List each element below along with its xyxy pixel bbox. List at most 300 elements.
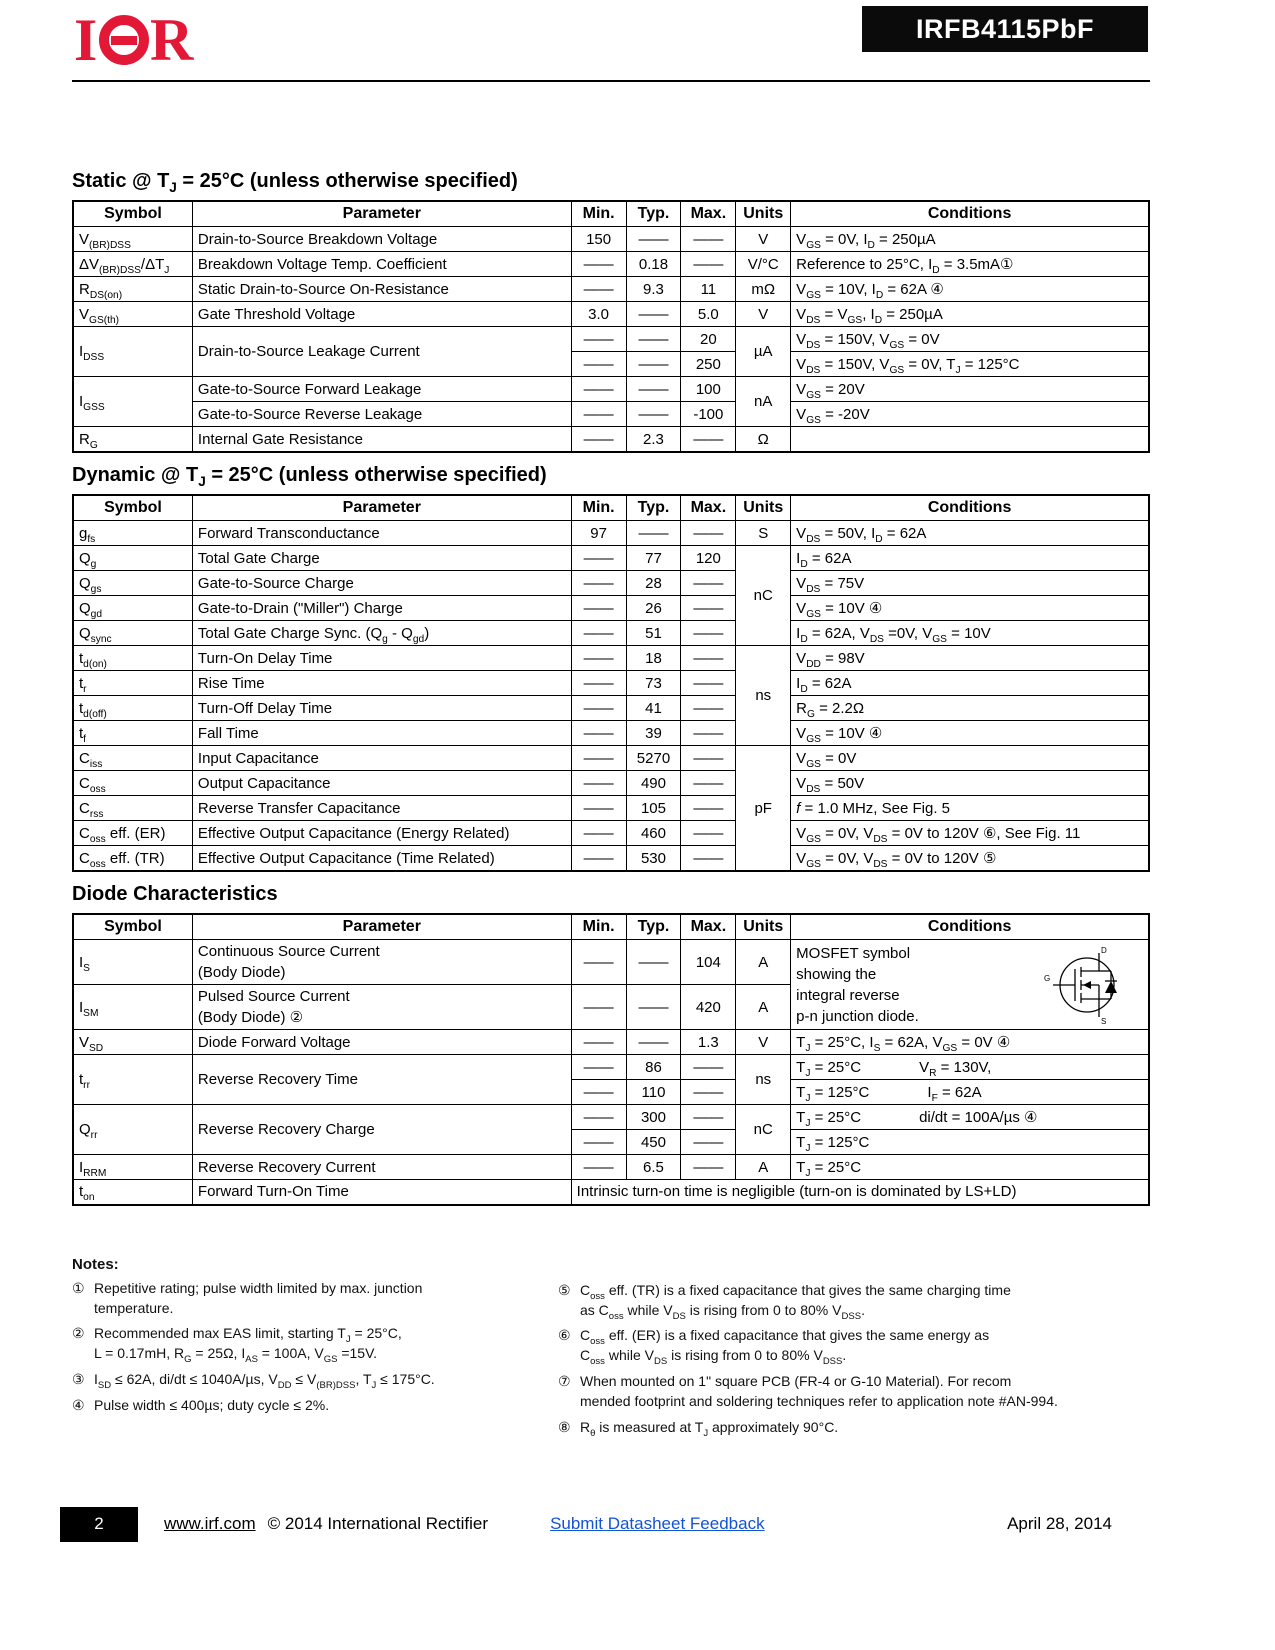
cell: 120	[681, 546, 736, 571]
cell: $Q_{rr}$	[73, 1105, 192, 1155]
note-text: $R_\theta$ is measured at $T_J$ approximately 90°C.	[580, 1418, 839, 1439]
table-row	[73, 646, 1149, 671]
diode-table	[72, 913, 1150, 1206]
column-header: Max.	[681, 495, 736, 521]
column-header: Max.	[681, 201, 736, 227]
cell: ——	[681, 1080, 736, 1105]
cell: 530	[626, 846, 681, 871]
table-row	[73, 821, 1149, 846]
cell: ——	[571, 721, 626, 746]
cell: $V_{GS} = -20V$	[791, 402, 1149, 427]
column-header: Symbol	[73, 914, 192, 940]
table-row	[73, 571, 1149, 596]
cell: $V_{GS} = 0V$	[791, 746, 1149, 771]
cell: ——	[571, 327, 626, 352]
cell: Forward Transconductance	[192, 521, 571, 546]
cell: S	[736, 521, 791, 546]
note-text: Recommended max EAS limit, starting $T_J = 25^\circ C$, L = 0.17mH, $R_G = 25\Omega$, $I_{AS} = 100A$, $V_{GS} =15V$.	[94, 1325, 402, 1366]
cell: ——	[571, 646, 626, 671]
cell: $I_{DSS}$	[73, 327, 192, 377]
column-header: Conditions	[791, 914, 1149, 940]
cell: ——	[681, 427, 736, 452]
cell: $V_{GS} = 0V$, $V_{DS} = 0V$ to 120V ⑤	[791, 846, 1149, 871]
cell: ——	[626, 327, 681, 352]
feedback-link[interactable]: Submit Datasheet Feedback	[550, 1514, 765, 1533]
cell: mΩ	[736, 277, 791, 302]
cell: Drain-to-Source Breakdown Voltage	[192, 227, 571, 252]
cell: MOSFET symbol showing the integral reverse p-n junction diode. D G S	[791, 940, 1149, 1030]
note-text: $I_{SD} \le 62A$, di/dt ≤ 1040A/µs, $V_{DD} \le V_{(BR)DSS}$, $T_J \le 175^\circ C$.	[94, 1371, 435, 1391]
cell: ——	[571, 402, 626, 427]
cell: Reverse Recovery Current	[192, 1155, 571, 1180]
cell: 28	[626, 571, 681, 596]
cell: ——	[571, 1030, 626, 1055]
cell: 104	[681, 940, 736, 985]
cell: ——	[681, 521, 736, 546]
cell: 420	[681, 985, 736, 1030]
cell: ——	[681, 596, 736, 621]
column-header: Parameter	[192, 495, 571, 521]
table-row	[73, 746, 1149, 771]
cell: 5270	[626, 746, 681, 771]
note-item	[558, 1281, 1150, 1321]
cell: Pulsed Source Current (Body Diode) ②	[192, 985, 571, 1030]
cell: $T_J = 125^\circ C$	[791, 1130, 1149, 1155]
note-text: Repetitive rating; pulse width limited by max. junction temperature.	[94, 1279, 423, 1316]
cell: ——	[626, 352, 681, 377]
cell: ns	[736, 1055, 791, 1105]
cell: $t_f$	[73, 721, 192, 746]
cell: ——	[681, 796, 736, 821]
table-row	[73, 327, 1149, 352]
svg-text:R: R	[150, 10, 194, 72]
column-header: Symbol	[73, 201, 192, 227]
cell: 450	[626, 1130, 681, 1155]
cell: $V_{GS(th)}$	[73, 302, 192, 327]
dynamic-section-title: Dynamic @ $T_J = 25^\circ C$ (unless otherwise specified)	[72, 463, 547, 489]
cell: ——	[626, 985, 681, 1030]
cell: $\Delta V_{(BR)DSS}/\Delta T_J$	[73, 252, 192, 277]
cell: ——	[571, 352, 626, 377]
note-mark: ④	[72, 1397, 85, 1414]
cell: ——	[681, 671, 736, 696]
cell: $C_{oss}$	[73, 771, 192, 796]
cell: $V_{DS} = 75V$	[791, 571, 1149, 596]
cell: ——	[681, 1105, 736, 1130]
cell: ——	[681, 1055, 736, 1080]
cell: ——	[571, 1130, 626, 1155]
note-text: Pulse width ≤ 400µs; duty cycle ≤ 2%.	[94, 1397, 330, 1414]
static-section-title: Static @ $T_J = 25^\circ C$ (unless otherwise specified)	[72, 170, 518, 195]
cell: $V_{DD} = 98V$	[791, 646, 1149, 671]
cell: nC	[736, 546, 791, 646]
note-mark: ⑥	[558, 1327, 571, 1344]
note-text: When mounted on 1" square PCB (FR-4 or G-10 Material). For recom mended footprint and soldering techniques refer to application note #AN-994.	[580, 1373, 1058, 1410]
cell: 5.0	[681, 302, 736, 327]
svg-text:S: S	[1101, 1016, 1107, 1025]
cell: Effective Output Capacitance (Energy Related)	[192, 821, 571, 846]
cell: $Q_{sync}$	[73, 621, 192, 646]
note-mark: ⑦	[558, 1373, 571, 1390]
cell: ns	[736, 646, 791, 746]
cell: $C_{iss}$	[73, 746, 192, 771]
cell: Gate-to-Source Reverse Leakage	[192, 402, 571, 427]
table-row	[73, 546, 1149, 571]
table-row	[73, 796, 1149, 821]
cell: µA	[736, 327, 791, 377]
cell: ——	[571, 771, 626, 796]
cell: $I_{GSS}$	[73, 377, 192, 427]
table-row	[73, 227, 1149, 252]
cell: 105	[626, 796, 681, 821]
cell: $T_J = 25^\circ C$ $V_R = 130V$,	[791, 1055, 1149, 1080]
note-mark: ③	[72, 1371, 85, 1388]
table-row	[73, 1055, 1149, 1080]
dynamic-table	[72, 494, 1150, 872]
cell: ——	[571, 546, 626, 571]
column-header: Typ.	[626, 495, 681, 521]
note-mark: ①	[72, 1279, 85, 1296]
note-item	[72, 1396, 524, 1416]
note-text: $C_{oss}$ eff. (TR) is a fixed capacitance that gives the same charging time as $C_{oss}$ while $V_{DS}$ is rising from 0 to 80% $V_{DSS}$.	[580, 1281, 1011, 1322]
cell: ——	[681, 621, 736, 646]
cell: $Q_{gd}$	[73, 596, 192, 621]
table-row	[73, 940, 1149, 985]
cell: 2.3	[626, 427, 681, 452]
cell: Continuous Source Current (Body Diode)	[192, 940, 571, 985]
cell: ——	[626, 227, 681, 252]
cell: 6.5	[626, 1155, 681, 1180]
note-item	[558, 1372, 1150, 1412]
cell: ——	[571, 1080, 626, 1105]
cell: $T_J = 25^\circ C$, $I_S = 62A$, $V_{GS} = 0V$ ④	[791, 1030, 1149, 1055]
cell: ——	[681, 1130, 736, 1155]
cell: ——	[626, 377, 681, 402]
cell: 110	[626, 1080, 681, 1105]
cell: 73	[626, 671, 681, 696]
note-item	[72, 1324, 524, 1364]
note-item	[558, 1418, 1150, 1438]
cell: Breakdown Voltage Temp. Coefficient	[192, 252, 571, 277]
table-header-row	[73, 201, 1149, 227]
cell: ——	[571, 1155, 626, 1180]
cell: $R_{DS(on)}$	[73, 277, 192, 302]
table-row	[73, 252, 1149, 277]
cell: Input Capacitance	[192, 746, 571, 771]
cell: A	[736, 985, 791, 1030]
cell: Fall Time	[192, 721, 571, 746]
cell: 300	[626, 1105, 681, 1130]
cell: $I_D = 62A$	[791, 546, 1149, 571]
cell: $V_{GS} = 10V$, $I_D = 62A$ ④	[791, 277, 1149, 302]
table-row	[73, 621, 1149, 646]
page-number-badge	[60, 1507, 138, 1542]
column-header: Conditions	[791, 201, 1149, 227]
cell: V/°C	[736, 252, 791, 277]
table-row	[73, 521, 1149, 546]
cell: ——	[626, 940, 681, 985]
page-footer	[60, 1506, 1152, 1542]
cell: ——	[571, 796, 626, 821]
cell: ——	[571, 846, 626, 871]
column-header: Typ.	[626, 201, 681, 227]
cell: pF	[736, 746, 791, 871]
notes-title: Notes:	[72, 1255, 119, 1273]
cell: A	[736, 1155, 791, 1180]
cell: $I_{RRM}$	[73, 1155, 192, 1180]
cell: ——	[571, 252, 626, 277]
table-row	[73, 596, 1149, 621]
cell: ——	[571, 571, 626, 596]
column-header: Units	[736, 914, 791, 940]
cell: ——	[626, 1030, 681, 1055]
cell: ——	[571, 277, 626, 302]
table-row	[73, 721, 1149, 746]
cell: A	[736, 940, 791, 985]
cell: ——	[681, 571, 736, 596]
table-row	[73, 1155, 1149, 1180]
notes-left-column	[72, 1256, 524, 1444]
cell: ——	[571, 1055, 626, 1080]
note-mark: ⑧	[558, 1418, 571, 1435]
cell: $V_{DS} = 150V$, $V_{GS} = 0V$	[791, 327, 1149, 352]
cell: 150	[571, 227, 626, 252]
cell: $T_J = 25^\circ C$	[791, 1155, 1149, 1180]
cell: ——	[626, 402, 681, 427]
cell: Drain-to-Source Leakage Current	[192, 327, 571, 377]
column-header: Units	[736, 495, 791, 521]
cell: $V_{GS} = 10V$ ④	[791, 721, 1149, 746]
cell: ——	[571, 1105, 626, 1130]
cell: Static Drain-to-Source On-Resistance	[192, 277, 571, 302]
cell: 11	[681, 277, 736, 302]
column-header: Max.	[681, 914, 736, 940]
cell: ——	[571, 671, 626, 696]
cell: V	[736, 1030, 791, 1055]
cell: 490	[626, 771, 681, 796]
table-row	[73, 377, 1149, 402]
column-header: Min.	[571, 495, 626, 521]
cell: Reverse Transfer Capacitance	[192, 796, 571, 821]
cell: nA	[736, 377, 791, 427]
cell: Intrinsic turn-on time is negligible (turn-on is dominated by LS+LD)	[571, 1180, 1149, 1205]
cell: 9.3	[626, 277, 681, 302]
cell: $g_{fs}$	[73, 521, 192, 546]
cell: ——	[571, 621, 626, 646]
cell: ——	[571, 427, 626, 452]
table-row	[73, 1180, 1149, 1205]
cell: $Q_g$	[73, 546, 192, 571]
cell: 86	[626, 1055, 681, 1080]
cell: $Q_{gs}$	[73, 571, 192, 596]
cell: ——	[681, 696, 736, 721]
note-mark: ②	[72, 1325, 85, 1342]
cell: $t_{on}$	[73, 1180, 192, 1205]
table-row	[73, 427, 1149, 452]
cell: ——	[681, 821, 736, 846]
cell: 1.3	[681, 1030, 736, 1055]
svg-text:G: G	[1044, 973, 1051, 983]
cell: $t_{d(on)}$	[73, 646, 192, 671]
cell: 18	[626, 646, 681, 671]
datasheet-page	[72, 0, 1150, 1444]
table-row	[73, 402, 1149, 427]
cell: $I_{SM}$	[73, 985, 192, 1030]
cell: 100	[681, 377, 736, 402]
cell: Total Gate Charge Sync. $(Q_g - Q_{gd})$	[192, 621, 571, 646]
cell: $V_{GS} = 0V$, $V_{DS} = 0V$ to 120V ⑥, See Fig. 11	[791, 821, 1149, 846]
cell: ——	[571, 821, 626, 846]
table-row	[73, 771, 1149, 796]
cell: 26	[626, 596, 681, 621]
cell: $V_{GS} = 20V$	[791, 377, 1149, 402]
cell: $V_{SD}$	[73, 1030, 192, 1055]
notes-section	[72, 1256, 1150, 1444]
cell: $C_{oss}$ eff. (ER)	[73, 821, 192, 846]
table-header-row	[73, 495, 1149, 521]
part-number-badge	[862, 6, 1148, 52]
note-item	[72, 1370, 524, 1390]
cell: ——	[571, 377, 626, 402]
date-text: April 28, 2014	[1007, 1514, 1112, 1533]
svg-text:D: D	[1101, 945, 1107, 955]
cell: 39	[626, 721, 681, 746]
cell: $C_{oss}$ eff. (TR)	[73, 846, 192, 871]
cell: Gate-to-Drain ("Miller") Charge	[192, 596, 571, 621]
cell: $V_{GS} = 10V$ ④	[791, 596, 1149, 621]
cell: $V_{DS} = 50V$	[791, 771, 1149, 796]
cell: 41	[626, 696, 681, 721]
cell: ——	[626, 302, 681, 327]
cell: ——	[626, 521, 681, 546]
cell: Gate-to-Source Charge	[192, 571, 571, 596]
cell: Output Capacitance	[192, 771, 571, 796]
cell: $I_S$	[73, 940, 192, 985]
static-table	[72, 200, 1150, 453]
cell: $V_{DS} = 50V$, $I_D = 62A$	[791, 521, 1149, 546]
cell: $T_J = 125^\circ C$ $I_F = 62A$	[791, 1080, 1149, 1105]
cell: f = 1.0 MHz, See Fig. 5	[791, 796, 1149, 821]
cell: $t_r$	[73, 671, 192, 696]
cell: ——	[571, 596, 626, 621]
cell: $R_G$	[73, 427, 192, 452]
website-link[interactable]: www.irf.com	[164, 1514, 256, 1533]
cell: $I_D = 62A$	[791, 671, 1149, 696]
table-row	[73, 1105, 1149, 1130]
cell: 77	[626, 546, 681, 571]
note-item	[72, 1279, 524, 1319]
cell: Forward Turn-On Time	[192, 1180, 571, 1205]
cell	[791, 427, 1149, 452]
cell: $V_{DS} = V_{GS}$, $I_D = 250\mu A$	[791, 302, 1149, 327]
cell: ——	[681, 846, 736, 871]
cell: Internal Gate Resistance	[192, 427, 571, 452]
cell: Gate-to-Source Forward Leakage	[192, 377, 571, 402]
diode-section-title: Diode Characteristics	[72, 882, 278, 905]
column-header: Min.	[571, 201, 626, 227]
note-text: $C_{oss}$ eff. (ER) is a fixed capacitance that gives the same energy as $C_{oss}$ while $V_{DS}$ is rising from 0 to 80% $V_{DSS}$.	[580, 1327, 990, 1368]
cell: nC	[736, 1105, 791, 1155]
cell: ——	[571, 985, 626, 1030]
cell: V	[736, 227, 791, 252]
cell: Reference to 25°C, $I_D$ = 3.5mA①	[791, 252, 1149, 277]
cell: 0.18	[626, 252, 681, 277]
cell: $V_{GS} = 0V$, $I_D = 250\mu A$	[791, 227, 1149, 252]
cell: $V_{(BR)DSS}$	[73, 227, 192, 252]
page-number: 2	[94, 1514, 104, 1533]
column-header: Parameter	[192, 914, 571, 940]
table-row	[73, 846, 1149, 871]
cell: ——	[681, 227, 736, 252]
table-row	[73, 671, 1149, 696]
svg-text:I: I	[74, 10, 98, 72]
copyright-text: © 2014 International Rectifier	[267, 1514, 489, 1533]
cell: ——	[681, 746, 736, 771]
column-header: Parameter	[192, 201, 571, 227]
cell: 20	[681, 327, 736, 352]
note-item	[558, 1326, 1150, 1366]
cell: ——	[681, 771, 736, 796]
column-header: Symbol	[73, 495, 192, 521]
cell: Total Gate Charge	[192, 546, 571, 571]
ir-logo-icon	[72, 10, 197, 77]
table-row	[73, 696, 1149, 721]
page-header	[72, 0, 1150, 82]
cell: Gate Threshold Voltage	[192, 302, 571, 327]
cell: $V_{DS} = 150V$, $V_{GS} = 0V$, $T_J = 125^\circ C$	[791, 352, 1149, 377]
cell: $t_{d(off)}$	[73, 696, 192, 721]
cell: -100	[681, 402, 736, 427]
cell: $t_{rr}$	[73, 1055, 192, 1105]
cell: Effective Output Capacitance (Time Related)	[192, 846, 571, 871]
cell: Diode Forward Voltage	[192, 1030, 571, 1055]
cell: Turn-Off Delay Time	[192, 696, 571, 721]
column-header: Typ.	[626, 914, 681, 940]
table-header-row	[73, 914, 1149, 940]
cell: Reverse Recovery Charge	[192, 1105, 571, 1155]
cell: ——	[571, 746, 626, 771]
cell: $I_D = 62A$, $V_{DS} =0V$, $V_{GS} = 10V$	[791, 621, 1149, 646]
cell: 250	[681, 352, 736, 377]
table-row	[73, 277, 1149, 302]
part-number: IRFB4115PbF	[915, 13, 1095, 44]
column-header: Units	[736, 201, 791, 227]
cell: ——	[681, 1155, 736, 1180]
cell: 97	[571, 521, 626, 546]
cell: ——	[571, 940, 626, 985]
column-header: Conditions	[791, 495, 1149, 521]
cell: $R_G = 2.2\Omega$	[791, 696, 1149, 721]
table-row	[73, 302, 1149, 327]
cell: $T_J = 25^\circ C$ di/dt = 100A/µs ④	[791, 1105, 1149, 1130]
cell: 51	[626, 621, 681, 646]
cell: Ω	[736, 427, 791, 452]
cell: ——	[571, 696, 626, 721]
cell: ——	[681, 721, 736, 746]
cell: V	[736, 302, 791, 327]
cell: ——	[681, 646, 736, 671]
column-header: Min.	[571, 914, 626, 940]
cell: $C_{rss}$	[73, 796, 192, 821]
cell: Turn-On Delay Time	[192, 646, 571, 671]
cell: ——	[681, 252, 736, 277]
cell: Rise Time	[192, 671, 571, 696]
mosfet-symbol-icon	[1043, 945, 1143, 1025]
cell: Reverse Recovery Time	[192, 1055, 571, 1105]
table-row	[73, 1030, 1149, 1055]
cell: 3.0	[571, 302, 626, 327]
notes-right-column	[558, 1256, 1150, 1444]
